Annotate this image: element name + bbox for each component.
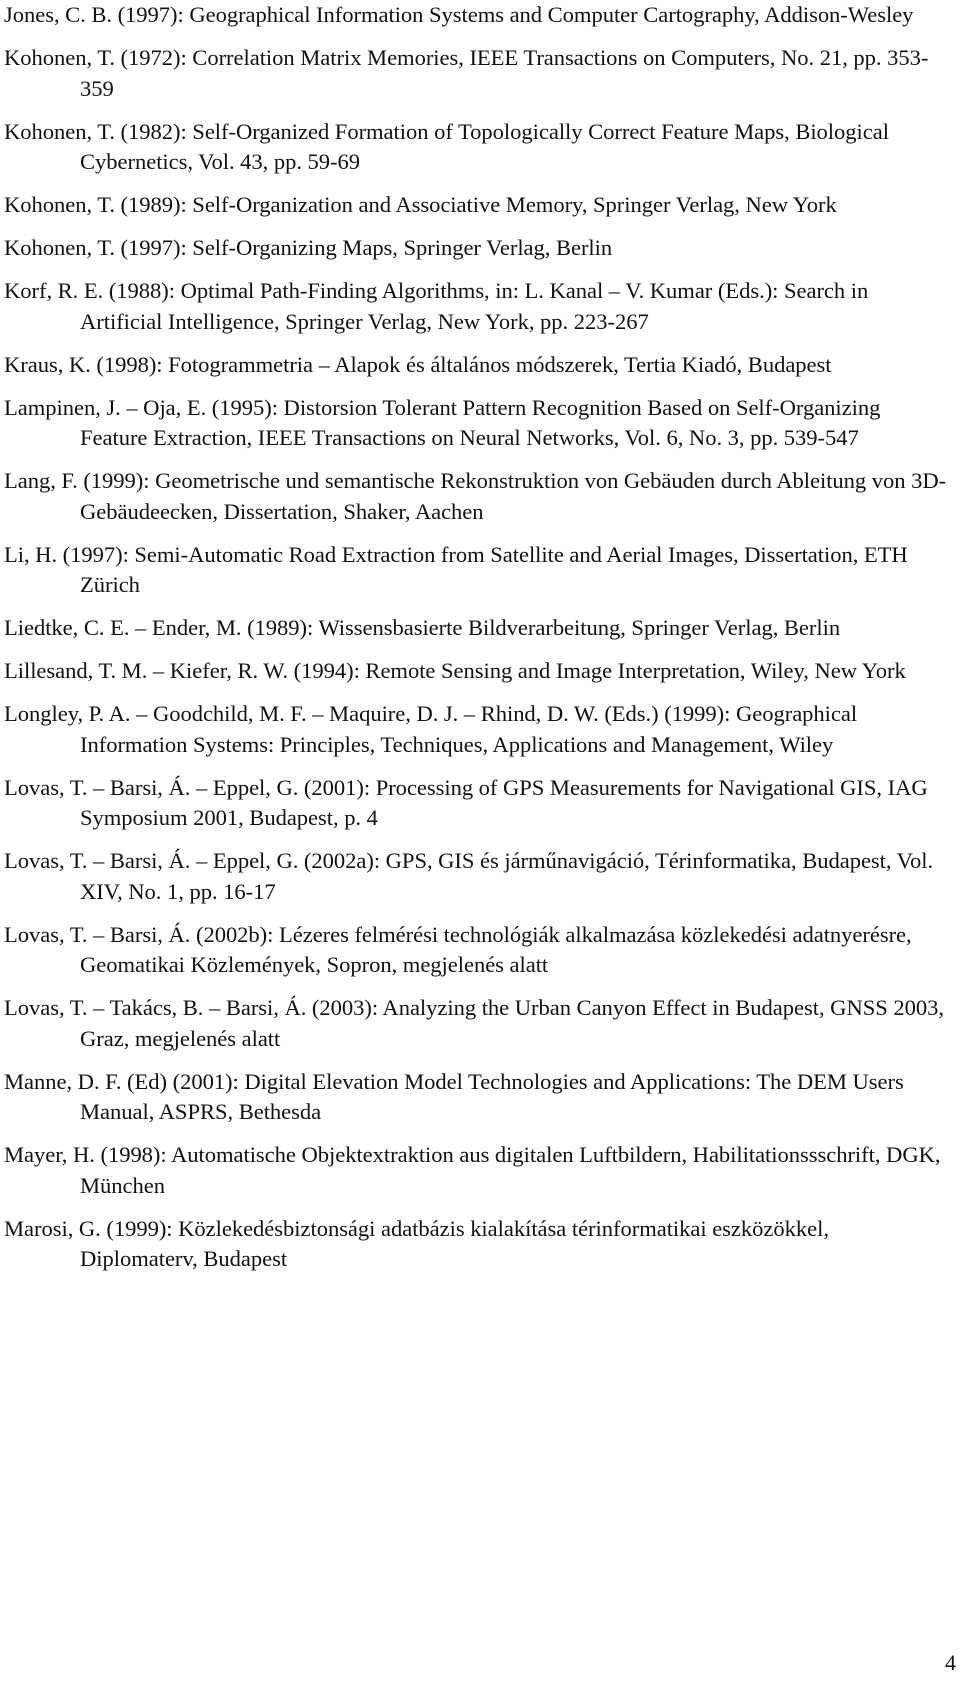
- reference-entry: Lovas, T. – Barsi, Á. – Eppel, G. (2002a): GPS, GIS és járműnavigáció, Térinformatika, Budapest, Vol. XIV, No. 1, pp. 16-17: [4, 848, 934, 904]
- reference-entry: Lillesand, T. M. – Kiefer, R. W. (1994): Remote Sensing and Image Interpretation, Wiley, New York: [4, 658, 906, 683]
- reference-entry: Lovas, T. – Takács, B. – Barsi, Á. (2003): Analyzing the Urban Canyon Effect in Budapest, GNSS 2003, Graz, megjelenés alatt: [4, 995, 944, 1051]
- reference-entry: Lampinen, J. – Oja, E. (1995): Distorsion Tolerant Pattern Recognition Based on Self-Organizing Feature Extraction, IEEE Transactions on Neural Networks, Vol. 6, No. 3, pp. 539-547: [4, 394, 881, 450]
- reference-list: [4, 0, 952, 1275]
- reference-entry: Lovas, T. – Barsi, Á. – Eppel, G. (2001): Processing of GPS Measurements for Navigational GIS, IAG Symposium 2001, Budapest, p. 4: [4, 774, 928, 830]
- reference-entry: Lovas, T. – Barsi, Á. (2002b): Lézeres felmérési technológiák alkalmazása közlekedési adatnyerésre, Geomatikai Közlemények, Sopron, megjelenés alatt: [4, 921, 912, 977]
- reference-entry: Lang, F. (1999): Geometrische und semantische Rekonstruktion von Gebäuden durch Ableitung von 3D-Gebäudeecken, Dissertation, Shaker, Aachen: [4, 468, 947, 524]
- reference-entry: Manne, D. F. (Ed) (2001): Digital Elevation Model Technologies and Applications: The DEM Users Manual, ASPRS, Bethesda: [4, 1068, 904, 1124]
- reference-entry: Mayer, H. (1998): Automatische Objektextraktion aus digitalen Luftbildern, Habilitationssschrift, DGK, München: [4, 1142, 941, 1198]
- reference-entry: Marosi, G. (1999): Közlekedésbiztonsági adatbázis kialakítása térinformatikai eszközökkel, Diplomaterv, Budapest: [4, 1215, 829, 1271]
- reference-entry: Kohonen, T. (1982): Self-Organized Formation of Topologically Correct Feature Maps, Biological Cybernetics, Vol. 43, pp. 59-69: [4, 118, 889, 174]
- reference-entry: Kraus, K. (1998): Fotogrammetria – Alapok és általános módszerek, Tertia Kiadó, Budapest: [4, 351, 832, 377]
- reference-entry: Li, H. (1997): Semi-Automatic Road Extraction from Satellite and Aerial Images, Dissertation, ETH Zürich: [4, 541, 908, 597]
- reference-entry: Kohonen, T. (1997): Self-Organizing Maps, Springer Verlag, Berlin: [4, 235, 613, 260]
- page-number: 4: [945, 1650, 956, 1675]
- reference-entry: Kohonen, T. (1989): Self-Organization and Associative Memory, Springer Verlag, New York: [4, 192, 837, 217]
- reference-entry: Kohonen, T. (1972): Correlation Matrix Memories, IEEE Transactions on Computers, No. 21, pp. 353-359: [4, 45, 929, 101]
- reference-entry: Longley, P. A. – Goodchild, M. F. – Maquire, D. J. – Rhind, D. W. (Eds.) (1999): Geographical Information Systems: Principles, Techniques, Applications and Management, Wiley: [4, 701, 858, 757]
- reference-entry: Jones, C. B. (1997): Geographical Information Systems and Computer Cartography, Addison-Wesley: [4, 2, 914, 27]
- reference-entry: Korf, R. E. (1988): Optimal Path-Finding Algorithms, in: L. Kanal – V. Kumar (Eds.): Search in Artificial Intelligence, Springer Verlag, New York, pp. 223-267: [4, 278, 869, 334]
- reference-entry: Liedtke, C. E. – Ender, M. (1989): Wissensbasierte Bildverarbeitung, Springer Verlag, Berlin: [4, 615, 841, 640]
